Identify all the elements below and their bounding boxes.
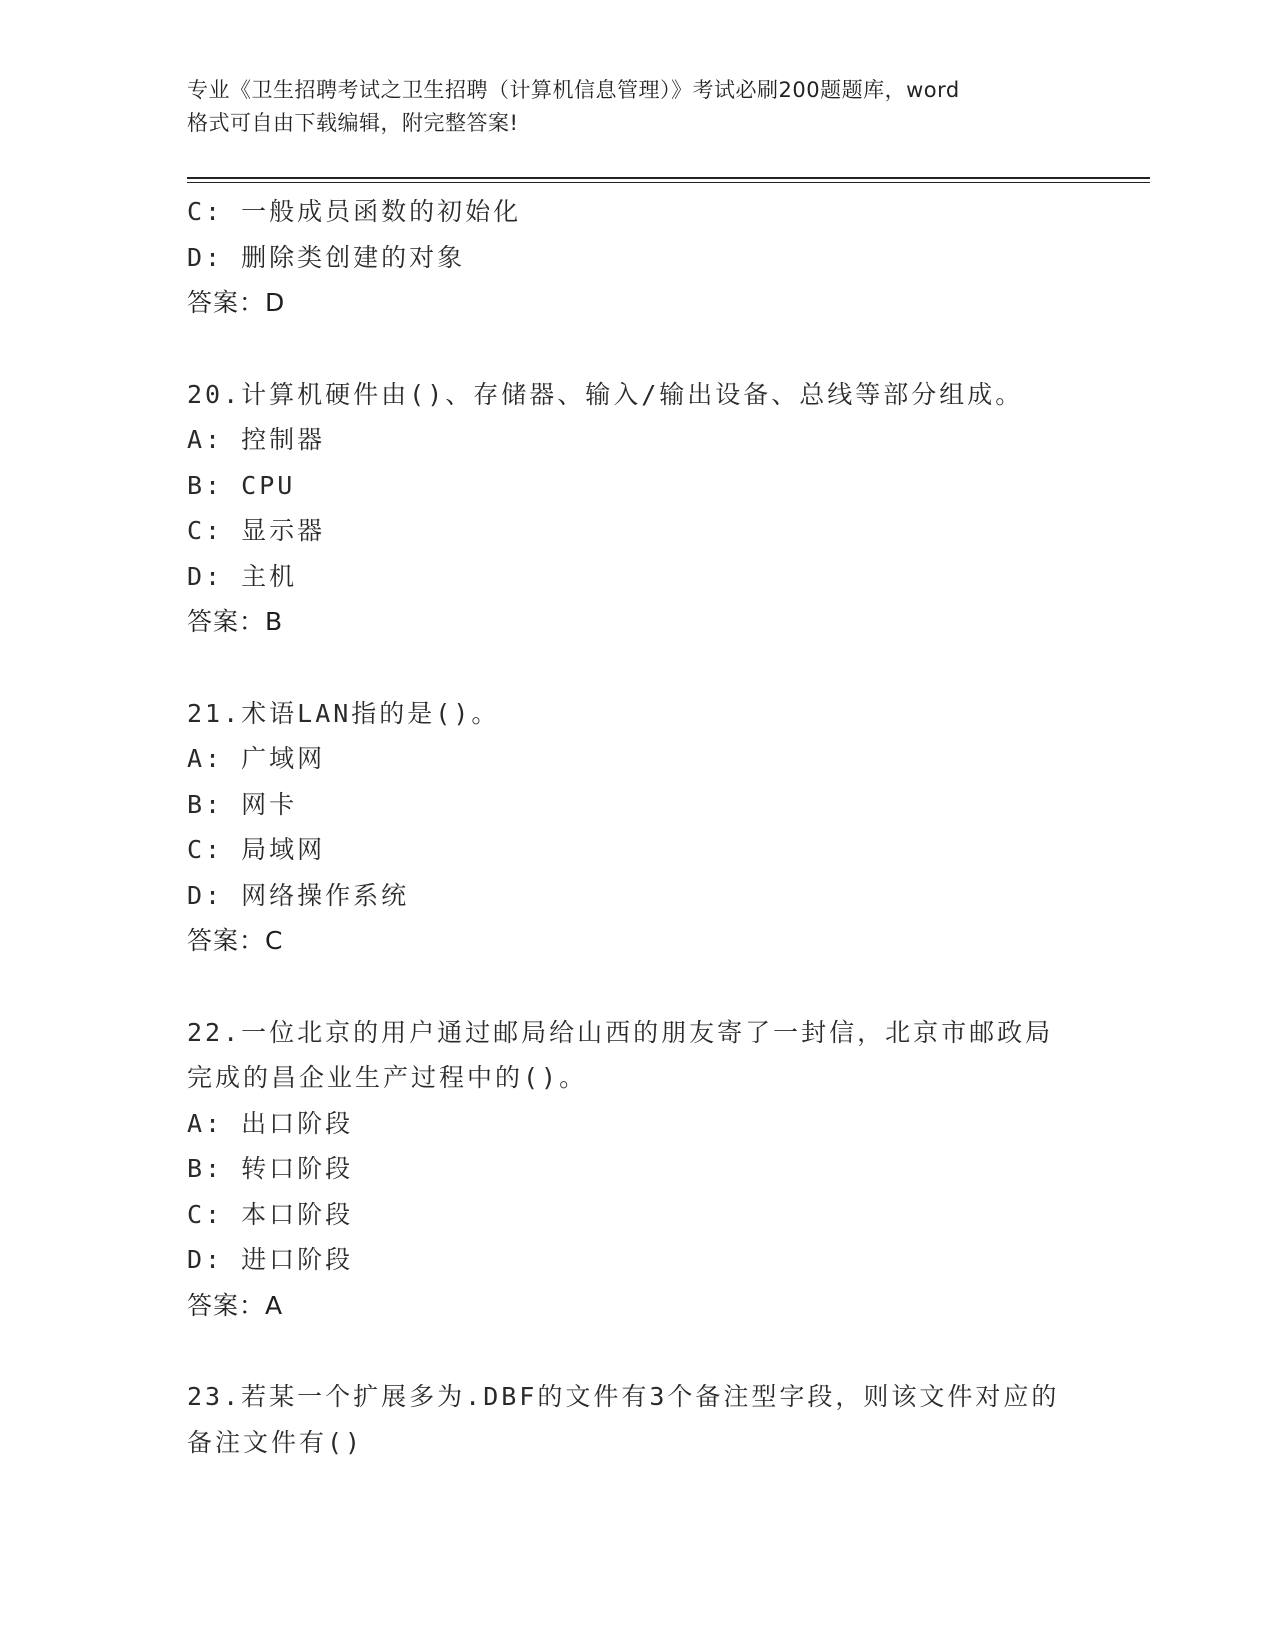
document-header [187, 74, 1087, 140]
q19-option-d: D: 删除类创建的对象 [187, 242, 466, 272]
q20-option-d: D: 主机 [187, 561, 298, 591]
spacer [187, 326, 1087, 372]
q19-answer: 答案：D [187, 288, 286, 317]
q20-question: 20.计算机硬件由()、存储器、输入/输出设备、总线等部分组成。 [187, 379, 1024, 409]
q19-option-c: C: 一般成员函数的初始化 [187, 197, 522, 226]
q22-option-c: C: 本口阶段 [187, 1199, 354, 1229]
q22-option-b: B: 转口阶段 [187, 1154, 354, 1183]
question-23-block [187, 1374, 1087, 1465]
header-line-1: 专业《卫生招聘考试之卫生招聘（计算机信息管理）》考试必刷200题题库，word [187, 78, 960, 102]
spacer [187, 964, 1087, 1010]
q20-answer: 答案：B [187, 607, 284, 636]
question-list [187, 189, 1087, 1465]
question-21-block [187, 691, 1087, 964]
q22-question-line-2: 完成的昌企业生产过程中的()。 [187, 1063, 588, 1092]
spacer [187, 1328, 1087, 1374]
q21-answer: 答案：C [187, 926, 284, 955]
q23-question-line-2: 备注文件有() [187, 1427, 364, 1457]
question-22-block [187, 1010, 1087, 1329]
question-19-block [187, 189, 1087, 326]
q22-question-line-1: 22.一位北京的用户通过邮局给山西的朋友寄了一封信，北京市邮政局 [187, 1017, 1054, 1047]
q21-option-b: B: 网卡 [187, 789, 298, 819]
q21-option-c: C: 局域网 [187, 835, 326, 864]
q22-answer: 答案：A [187, 1290, 284, 1320]
header-line-2: 格式可自由下载编辑，附完整答案! [187, 111, 519, 135]
q21-option-a: A: 广域网 [187, 744, 326, 773]
q21-question: 21.术语LAN指的是()。 [187, 698, 500, 728]
q20-option-c: C: 显示器 [187, 516, 326, 545]
spacer [187, 645, 1087, 691]
question-20-block [187, 372, 1087, 645]
header-divider-thick [187, 177, 1150, 179]
q20-option-b: B: CPU [187, 470, 296, 500]
q22-option-a: A: 出口阶段 [187, 1108, 354, 1138]
header-divider-thin [187, 182, 1150, 183]
q22-option-d: D: 进口阶段 [187, 1245, 354, 1274]
q20-option-a: A: 控制器 [187, 425, 326, 454]
q21-option-d: D: 网络操作系统 [187, 880, 410, 910]
q23-question-line-1: 23.若某一个扩展多为.DBF的文件有3个备注型字段，则该文件对应的 [187, 1382, 1060, 1411]
